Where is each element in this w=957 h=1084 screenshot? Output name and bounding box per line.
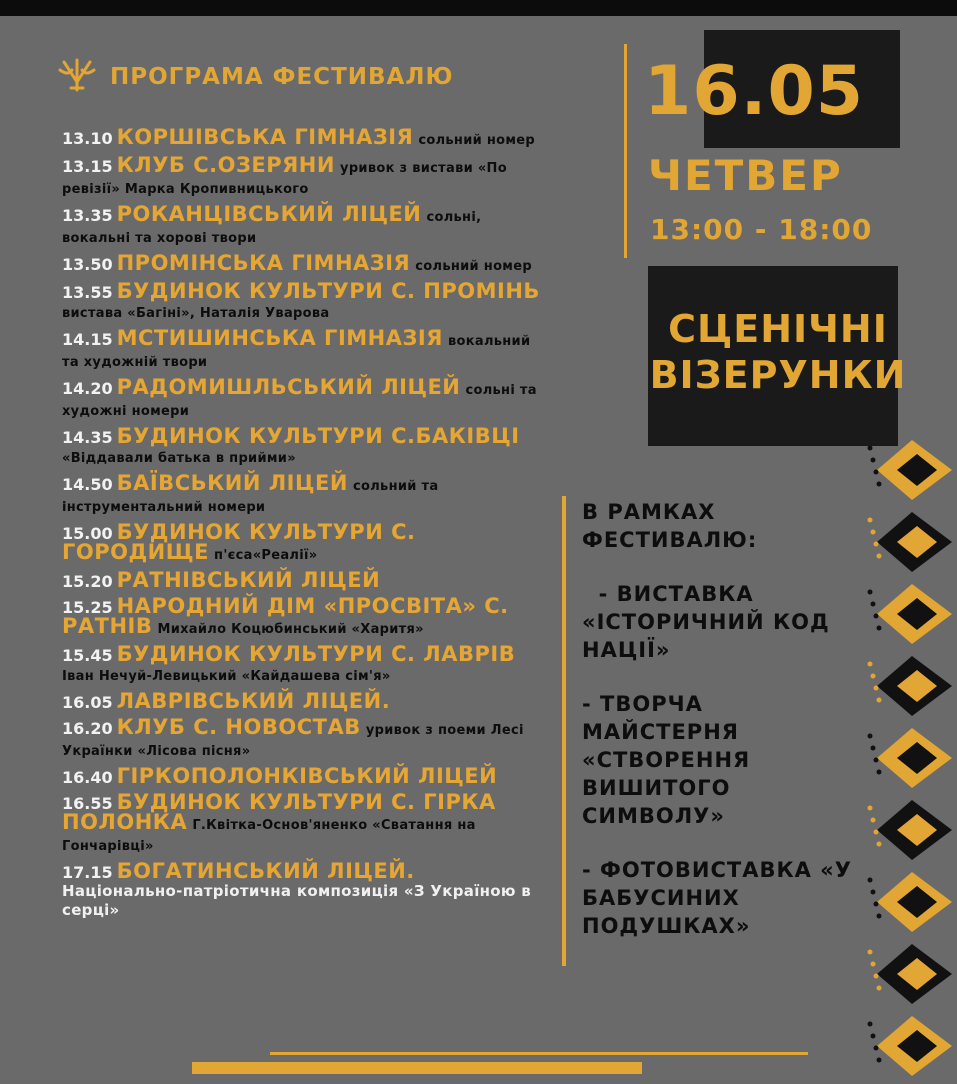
bottom-line — [270, 1052, 808, 1055]
schedule-description: вокальний та художній твори — [62, 334, 531, 370]
ornament-motif — [868, 1016, 953, 1076]
trident-ornament-icon — [58, 56, 96, 98]
side-events — [582, 498, 867, 966]
schedule-item — [62, 520, 552, 565]
festival-hours: 13:00 - 18:00 — [650, 213, 873, 246]
schedule-place: РОКАНЦІВСЬКИЙ ЛІЦЕЙ — [116, 202, 422, 226]
schedule-time: 17.15 — [62, 863, 113, 882]
ornament-motif — [868, 944, 953, 1004]
program-header — [58, 56, 453, 98]
schedule-place: БУДИНОК КУЛЬТУРИ С.БАКІВЦІ — [116, 424, 520, 448]
schedule-time: 16.05 — [62, 693, 113, 712]
schedule-place: РАДОМИШЛЬСЬКИЙ ЛІЦЕЙ — [116, 375, 461, 399]
top-bar — [0, 0, 957, 16]
schedule-time: 14.20 — [62, 379, 113, 398]
schedule-description: сольні, вокальні та хорові твори — [62, 210, 482, 246]
schedule-time: 15.20 — [62, 572, 113, 591]
schedule-description: п'єса«Реалії» — [214, 548, 318, 563]
schedule-place: КЛУБ С. НОВОСТАВ — [116, 715, 361, 739]
schedule-time: 16.55 — [62, 794, 113, 813]
schedule-item — [62, 279, 552, 323]
schedule-time: 16.40 — [62, 768, 113, 787]
festival-date: 16.05 — [644, 52, 865, 131]
schedule-place: БУДИНОК КУЛЬТУРИ С. ГІРКА ПОЛОНКА — [62, 790, 496, 834]
schedule-item — [62, 202, 552, 248]
schedule-item — [62, 153, 552, 199]
events-intro: В РАМКАХ ФЕСТИВАЛЮ: — [582, 500, 758, 552]
schedule-item — [62, 125, 552, 150]
schedule-time: 14.15 — [62, 330, 113, 349]
schedule-item — [62, 251, 552, 276]
schedule-place: ГІРКОПОЛОНКІВСЬКИЙ ЛІЦЕЙ — [116, 764, 498, 788]
schedule-time: 13.50 — [62, 255, 113, 274]
festival-title-line1: СЦЕНІЧНІ — [668, 307, 888, 351]
schedule-item — [62, 642, 552, 686]
festival-weekday: ЧЕТВЕР — [648, 151, 843, 200]
event-item-exhibition: - ВИСТАВКА «ІСТОРИЧНИЙ КОД НАЦІЇ» — [582, 582, 838, 662]
schedule-time: 15.45 — [62, 646, 113, 665]
bottom-bar — [192, 1062, 642, 1074]
schedule-time: 13.10 — [62, 129, 113, 148]
schedule-place: ЛАВРІВСЬКИЙ ЛІЦЕЙ. — [116, 689, 391, 713]
schedule-item — [62, 790, 552, 856]
schedule-place: БАЇВСЬКИЙ ЛІЦЕЙ — [116, 471, 348, 495]
schedule-item — [62, 471, 552, 517]
schedule-place: КЛУБ С.ОЗЕРЯНИ — [116, 153, 335, 177]
schedule-description: сольні та художні номери — [62, 383, 537, 419]
schedule-place: БУДИНОК КУЛЬТУРИ С. ПРОМІНЬ — [116, 279, 540, 303]
schedule-time: 16.20 — [62, 719, 113, 738]
schedule-item — [62, 424, 552, 468]
embroidery-ornament — [862, 420, 957, 1080]
schedule-place: МСТИШИНСЬКА ГІМНАЗІЯ — [116, 326, 443, 350]
schedule-place: ПРОМІНСЬКА ГІМНАЗІЯ — [116, 251, 411, 275]
schedule-time: 13.35 — [62, 206, 113, 225]
schedule-time: 14.35 — [62, 428, 113, 447]
ornament-motif — [868, 728, 953, 788]
schedule-description: Національно-патріотична композиція «З Україною в серці» — [62, 882, 532, 919]
ornament-motif — [868, 512, 953, 572]
schedule-place: БОГАТИНСЬКИЙ ЛІЦЕЙ. — [116, 859, 415, 883]
schedule-place: БУДИНОК КУЛЬТУРИ С. ГОРОДИЩЕ — [62, 520, 416, 564]
ornament-motif — [868, 440, 953, 500]
schedule-description: уривок з поеми Лесі Українки «Лісова пісня» — [62, 723, 524, 759]
festival-title-line2: ВІЗЕРУНКИ — [649, 353, 907, 397]
schedule-time: 13.55 — [62, 283, 113, 302]
schedule-description: «Віддавали батька в прийми» — [62, 451, 296, 466]
schedule-item — [62, 594, 552, 639]
event-item-workshop: - ТВОРЧА МАЙСТЕРНЯ «СТВОРЕННЯ ВИШИТОГО СИМВОЛУ» — [582, 692, 751, 828]
schedule-place: НАРОДНИЙ ДІМ «ПРОСВІТА» С. РАТНІВ — [62, 594, 509, 638]
schedule-description: сольний номер — [415, 259, 532, 274]
divider-line — [624, 44, 627, 258]
ornament-motif — [868, 800, 953, 860]
schedule-time: 13.15 — [62, 157, 113, 176]
schedule-time: 14.50 — [62, 475, 113, 494]
schedule-description: сольний номер — [418, 133, 536, 148]
ornament-motif — [868, 872, 953, 932]
ornament-motif — [868, 584, 953, 644]
schedule-item — [62, 326, 552, 372]
schedule-place: РАТНІВСЬКИЙ ЛІЦЕЙ — [116, 568, 381, 592]
schedule-description: вистава «Багіні», Наталія Уварова — [62, 306, 330, 321]
events-divider-line — [562, 496, 566, 966]
program-title: ПРОГРАМА ФЕСТИВАЛЮ — [110, 64, 454, 90]
festival-title — [618, 306, 938, 398]
schedule-description: уривок з вистави «По ревізії» Марка Кропивницького — [62, 161, 507, 197]
schedule-time: 15.25 — [62, 598, 113, 617]
ornament-motif — [868, 656, 953, 716]
schedule-item — [62, 568, 552, 592]
schedule-list — [62, 125, 552, 926]
schedule-description: Іван Нечуй-Левицький «Кайдашева сім'я» — [62, 669, 391, 684]
schedule-description: Г.Квітка-Основ'яненко «Сватання на Гончарівці» — [62, 818, 476, 854]
schedule-description: Михайло Коцюбинський «Харитя» — [157, 622, 424, 637]
schedule-time: 15.00 — [62, 524, 113, 543]
schedule-item — [62, 375, 552, 421]
event-item-photo-exhibition: - ФОТОВИСТАВКА «У БАБУСИНИХ ПОДУШКАХ» — [582, 858, 852, 938]
schedule-description: сольний та інструментальний номери — [62, 479, 439, 515]
schedule-item — [62, 764, 552, 788]
schedule-item — [62, 715, 552, 761]
schedule-item — [62, 689, 552, 713]
schedule-item — [62, 859, 552, 920]
schedule-place: КОРШІВСЬКА ГІМНАЗІЯ — [116, 125, 414, 149]
schedule-place: БУДИНОК КУЛЬТУРИ С. ЛАВРІВ — [116, 642, 516, 666]
